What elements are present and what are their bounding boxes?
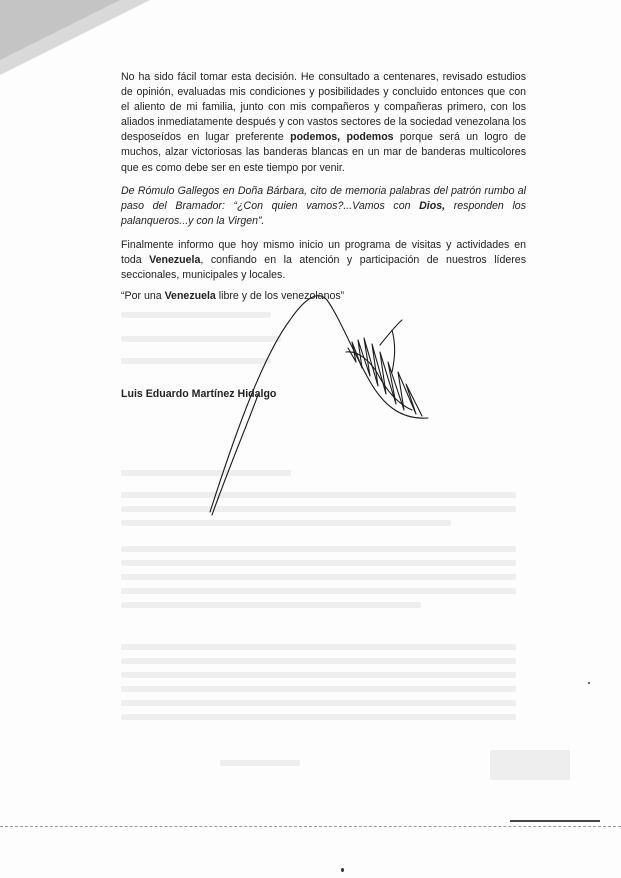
bleed-through-line xyxy=(121,700,516,706)
bleed-through-line xyxy=(490,750,570,780)
bleed-through-line xyxy=(121,714,516,720)
body-paragraph-decision xyxy=(121,70,526,176)
bleed-through-line xyxy=(121,312,271,318)
bleed-through-line xyxy=(121,546,516,552)
bleed-through-line xyxy=(220,760,300,766)
closing-slogan xyxy=(121,290,421,302)
signatory-name: Luis Eduardo Martínez Hidalgo xyxy=(121,388,277,400)
emphasized-text: Dios, xyxy=(419,200,446,213)
bleed-through-line xyxy=(121,560,516,566)
body-paragraph-announcement xyxy=(121,238,526,283)
bleed-through-line xyxy=(121,644,516,650)
folded-corner-shadow xyxy=(0,0,120,60)
bleed-through-line xyxy=(121,602,421,608)
bleed-through-line xyxy=(121,492,516,498)
emphasized-text: podemos, podemos xyxy=(290,131,394,144)
text-run: De Rómulo Gallegos en Doña Bárbara, cito de memoria palabras del patrón rumbo al paso del Bramador: “¿Con quien vamos?...Vamos con xyxy=(121,185,526,213)
bleed-through-line xyxy=(121,658,516,664)
text-run: No ha sido fácil tomar esta decisión. He consultado a centenares, revisado estudios de opinión, evaluadas mis condiciones y posibilidades y concluido entonces que con el aliento de mi familia, junto con mis compañeros y compañeras primero, con los aliados inmediatamente después y con vastos sectores de la sociedad venezolana los desposeídos en lugar preferente xyxy=(121,71,526,144)
bleed-through-line xyxy=(121,686,516,692)
bleed-through-line xyxy=(121,574,516,580)
text-run: , confiando en la atención y participación de nuestros líderes seccionales, municipales y locales. xyxy=(121,254,526,282)
bleed-through-line xyxy=(121,672,516,678)
page-divider xyxy=(0,826,621,827)
bleed-through-line xyxy=(121,336,281,342)
ink-speck xyxy=(588,682,590,684)
footer-mark xyxy=(510,820,600,822)
bleed-through-line xyxy=(121,358,271,364)
text-run: responden los palanqueros...y con la Virgen”. xyxy=(121,200,526,228)
ink-speck xyxy=(341,868,344,872)
bleed-through-line xyxy=(121,588,516,594)
text-run: libre y de los venezolanos” xyxy=(215,290,345,302)
bleed-through-line xyxy=(121,520,451,526)
text-run: porque será un logro de muchos, alzar victoriosas las banderas blancas en un mar de banderas multicolores que es como debe ser en este tiempo por venir. xyxy=(121,131,527,174)
body-paragraph-quote-gallegos xyxy=(121,184,526,229)
bleed-through-line xyxy=(121,470,291,476)
emphasized-text: Venezuela xyxy=(164,290,216,302)
emphasized-text: Venezuela xyxy=(149,254,201,267)
text-run: “Por una xyxy=(121,290,165,302)
text-run: Finalmente informo que hoy mismo inicio un programa de visitas y actividades en toda xyxy=(121,239,526,267)
bleed-through-line xyxy=(121,506,516,512)
